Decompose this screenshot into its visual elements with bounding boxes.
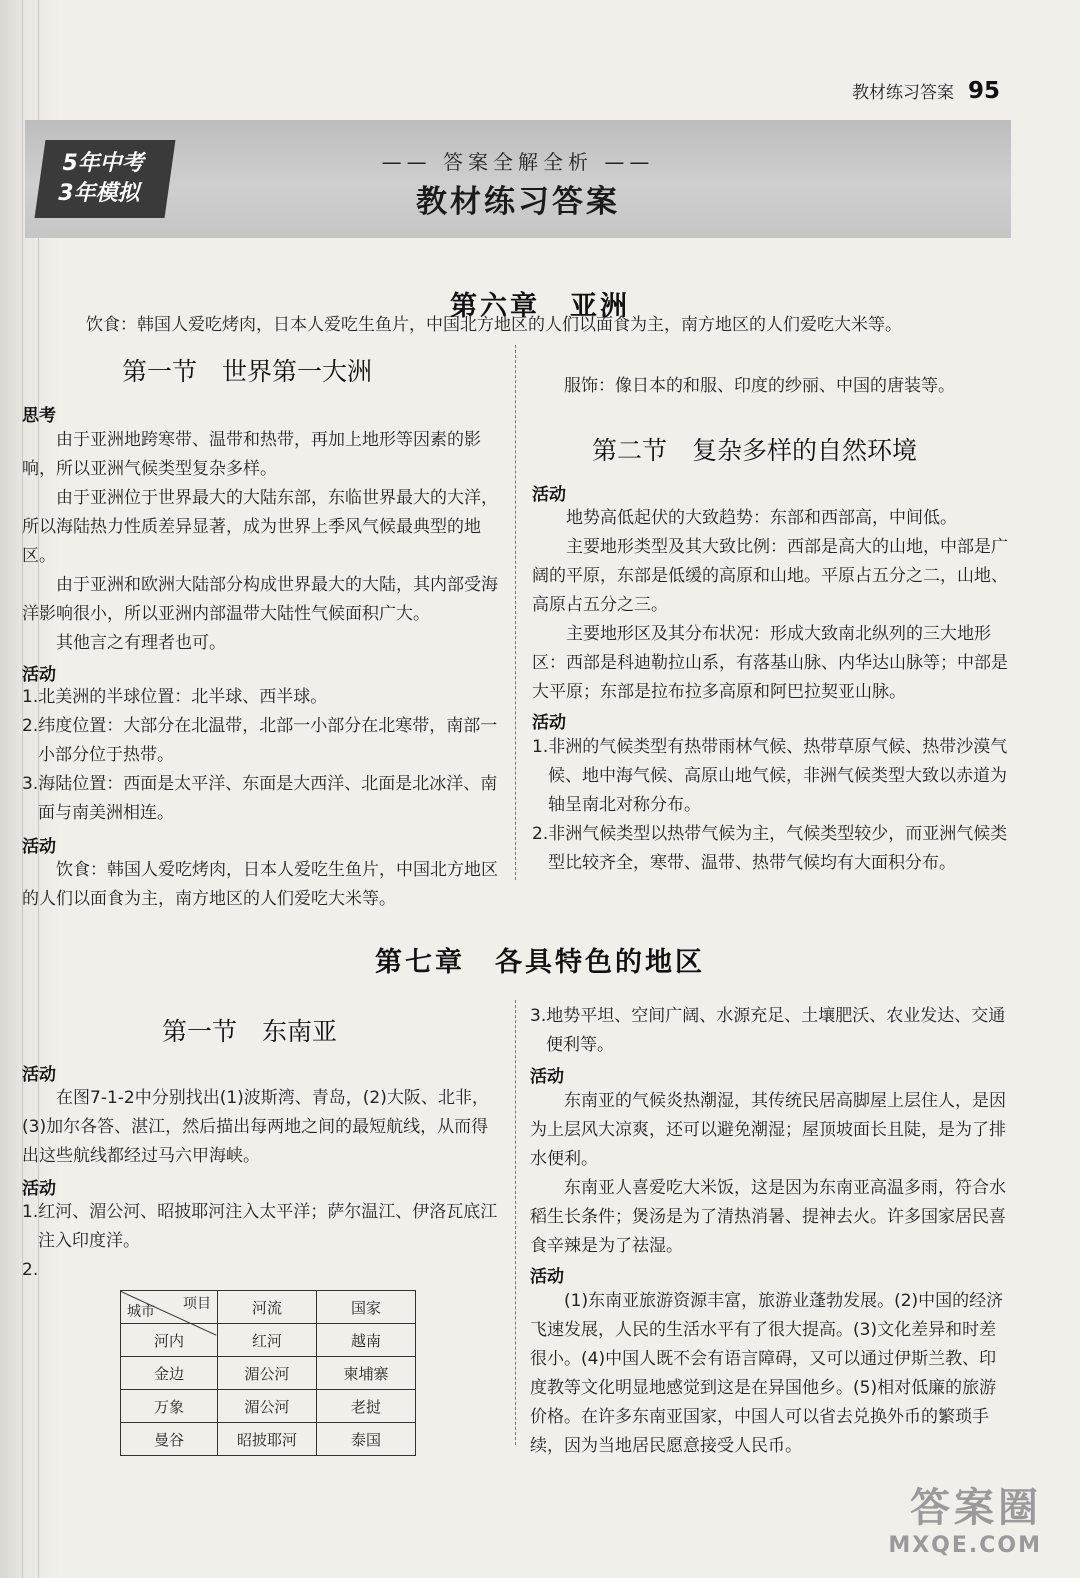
terrain-answers [532, 504, 1008, 707]
paragraph-continuation: 饮食：韩国人爱吃烤肉，日本人爱吃生鱼片，中国北方地区的人们以面食为主，南方地区的人们爱吃大米等。 [86, 315, 902, 335]
watermark [888, 1476, 1042, 1558]
list-item: 3.地势平坦、空间广阔、水源充足、土壤肥沃、农业发达、交通便利等。 [530, 1006, 1006, 1055]
paragraph: 在图7-1-2中分别找出(1)波斯湾、青岛，(2)大阪、北非，(3)加尔各答、湛江，然后描出每两地之间的最短航线，从而得出这些航线都经过马六甲海峡。 [22, 1088, 489, 1166]
logo-line-2: 3年模拟 [58, 181, 140, 206]
label-activity: 活动 [22, 1065, 56, 1085]
label-think: 思考 [22, 406, 56, 426]
table-cell: 昭披耶河 [218, 1423, 317, 1456]
table-cell: 老挝 [317, 1390, 416, 1423]
list-item: 2. [22, 1260, 39, 1280]
paragraph: 由于亚洲和欧洲大陆部分构成世界最大的大陆，其内部受海洋影响很小，所以亚洲内部温带大陆性气候面积广大。 [22, 575, 498, 624]
section-1-title: 第一节 东南亚 [162, 1017, 338, 1046]
section-2-title: 第二节 复杂多样的自然环境 [592, 436, 918, 465]
table-cell: 万象 [121, 1390, 218, 1423]
table-cell: 红河 [218, 1324, 317, 1357]
paragraph: 饮食：韩国人爱吃烤肉，日本人爱吃生鱼片，中国北方地区的人们以面食为主，南方地区的人们爱吃大米等。 [22, 860, 498, 909]
column-header: 国家 [317, 1291, 416, 1324]
corner-bottom-label: 城市 [127, 1304, 155, 1320]
section-1-title: 第一节 世界第一大洲 [122, 357, 373, 386]
city-river-country-table [120, 1290, 416, 1456]
column-header: 河流 [218, 1291, 317, 1324]
column-divider [515, 345, 516, 880]
list-item: 2.非洲气候类型以热带气候为主，气候类型较少，而亚洲气候类型比较齐全，寒带、温带、热带气候均有大面积分布。 [532, 824, 1008, 873]
table-cell: 越南 [317, 1324, 416, 1357]
corner-top-label: 项目 [183, 1296, 211, 1312]
paragraph: 由于亚洲地跨寒带、温带和热带，再加上地形等因素的影响，所以亚洲气候类型复杂多样。 [22, 430, 481, 479]
activity-answers [22, 683, 500, 828]
label-activity: 活动 [22, 665, 56, 685]
table-corner-cell [121, 1291, 218, 1324]
activity-diet-continued [86, 315, 1008, 369]
table-cell: 柬埔寨 [317, 1357, 416, 1390]
column-divider [515, 1000, 516, 1445]
label-activity: 活动 [22, 1179, 56, 1199]
table-cell: 湄公河 [218, 1357, 317, 1390]
activity-diet-answer [22, 856, 500, 909]
logo-line-1: 5年中考 [62, 151, 144, 176]
watermark-url: MXQE.COM [888, 1533, 1042, 1558]
label-activity: 活动 [532, 485, 566, 505]
list-item: 2.纬度位置：大部分在北温带，北部一小部分在北寒带，南部一小部分位于热带。 [22, 716, 498, 765]
climate-answers [532, 733, 1008, 878]
paragraph: (1)东南亚旅游资源丰富，旅游业蓬勃发展。(2)中国的经济飞速发展，人民的生活水平有了很大提高。(3)文化差异和时差很小。(4)中国人既不会有语言障碍，又可以通过伊斯兰教、印度教等文化明显地感觉到这是在异国他乡。(5)相对低廉的旅游价格。在许多东南亚国家，中国人可以省去兑换外币的繁琐手续，因为当地居民愿意接受人民币。 [530, 1291, 1004, 1456]
brand-logo [35, 140, 176, 218]
housing-factors-answer [530, 1002, 1008, 1060]
table-cell: 湄公河 [218, 1390, 317, 1423]
chapter-6-title: 第六章 亚洲 [450, 291, 630, 322]
banner-title: 教材练习答案 [416, 184, 620, 220]
table-cell: 泰国 [317, 1423, 416, 1456]
activity-clothing-answer [530, 372, 1008, 401]
paragraph: 东南亚的气候炎热潮湿，其传统民居高脚屋上层住人，是因为上层风大凉爽，还可以避免潮湿；屋顶坡面长且陡，是为了排水便利。 [530, 1091, 1006, 1169]
table-cell: 曼谷 [121, 1423, 218, 1456]
label-activity: 活动 [22, 837, 56, 857]
paragraph: 东南亚人喜爱吃大米饭，这是因为东南亚高温多雨，符合水稻生长条件；煲汤是为了清热消暑、提神去火。许多国家居民喜食辛辣是为了祛湿。 [530, 1178, 1006, 1256]
tourism-answer [530, 1287, 1008, 1461]
table-cell: 河内 [121, 1324, 218, 1357]
list-item: 1.红河、湄公河、昭披耶河注入太平洋；萨尔温江、伊洛瓦底江注入印度洋。 [22, 1202, 498, 1251]
paragraph: 由于亚洲位于世界最大的大陆东部，东临世界最大的大洋，所以海陆热力性质差异显著，成为世界上季风气候最典型的地区。 [22, 488, 498, 566]
table-row [121, 1423, 416, 1456]
paragraph: 主要地形类型及其大致比例：西部是高大的山地，中部是广阔的平原，东部是低缓的高原和山地。平原占五分之二，山地、高原占五分之三。 [532, 537, 1008, 615]
think-answers [22, 426, 500, 658]
list-item: 3.海陆位置：西面是太平洋、东面是大西洋、北面是北冰洋、南面与南美洲相连。 [22, 774, 498, 823]
table-row [121, 1390, 416, 1423]
table-row [121, 1357, 416, 1390]
table-header-row [121, 1291, 416, 1324]
list-item: 1.非洲的气候类型有热带雨林气候、热带草原气候、热带沙漠气候、地中海气候、高原山地气候，非洲气候类型大致以赤道为轴呈南北对称分布。 [532, 737, 1008, 815]
page-number: 95 [967, 78, 1000, 104]
section-banner [25, 120, 1011, 238]
chapter-7-title: 第七章 各具特色的地区 [375, 947, 705, 978]
watermark-logo-text: 答案圈 [910, 1485, 1042, 1531]
list-item: 1.北美洲的半球位置：北半球、西半球。 [22, 687, 328, 707]
paragraph: 主要地形区及其分布状况：形成大致南北纵列的三大地形区：西部是科迪勒拉山系，有落基山脉、内华达山脉等；中部是大平原；东部是拉布拉多高原和阿巴拉契亚山脉。 [532, 624, 1008, 702]
culture-answers [530, 1087, 1008, 1261]
label-activity: 活动 [530, 1067, 564, 1087]
paragraph: 地势高低起伏的大致趋势：东部和西部高，中间低。 [566, 508, 957, 528]
route-answer [22, 1084, 500, 1171]
label-activity: 活动 [530, 1267, 564, 1287]
label-activity: 活动 [532, 713, 566, 733]
paragraph: 服饰：像日本的和服、印度的纱丽、中国的唐装等。 [564, 376, 955, 396]
running-header [852, 78, 1000, 104]
table-cell: 金边 [121, 1357, 218, 1390]
river-answers [22, 1198, 500, 1285]
banner-subtitle: —— 答案全解全析 —— [381, 150, 655, 174]
paragraph: 其他言之有理者也可。 [56, 633, 226, 653]
header-title: 教材练习答案 [851, 83, 954, 103]
table-row [121, 1324, 416, 1357]
